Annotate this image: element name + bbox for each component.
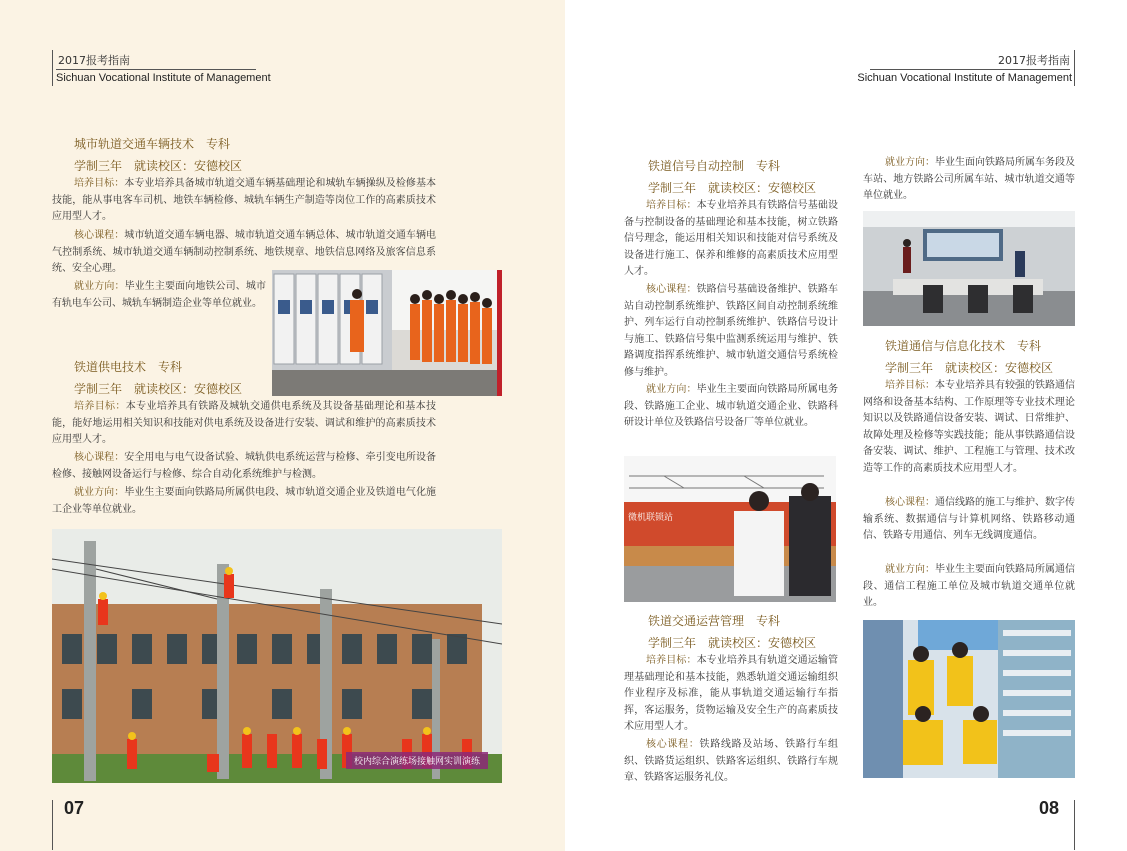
program-career [624,382,838,432]
switchgear-training-illustration [272,270,502,396]
career-label: 就业方向： [74,487,125,498]
program-career [52,485,436,518]
photo-caption: 校内综合演练场接触网实训演练 [346,752,488,769]
program-career-text: 毕业生主要面向铁路局所属通信段、通信工程施工单位及城市轨道交通单位就业。 [863,564,1075,608]
goal-label: 培养目标： [74,401,126,412]
catenary-training-photo [52,529,502,783]
goal-label: 培养目标： [646,200,697,211]
program-course-text: 铁路线路及站场、铁路行车组织、铁路货运组织、铁路客运组织、铁路行车规章、铁路客运服务礼仪。 [624,739,839,783]
header-subtitle: Sichuan Vocational Institute of Management [56,72,271,84]
program-goal [52,399,436,449]
header-title: 2017报考指南 [998,54,1070,67]
program-career-text: 毕业生主要面向铁路局所属供电段、城市轨道交通企业及铁道电气化施工企业等单位就业。 [52,487,437,515]
career-label: 就业方向： [646,384,697,395]
control-room-photo [863,211,1075,326]
course-label: 核心课程： [646,284,697,295]
career-label: 就业方向： [74,281,125,292]
right-page [565,0,1127,851]
program-career [863,562,1075,612]
course-label: 核心课程： [74,452,125,463]
course-label: 核心课程： [74,230,125,241]
program-goal [624,198,838,281]
program-goal-text: 本专业培养具备城市轨道交通车辆基础理论和城轨车辆操纵及检修基本技能，能从事电客车司机、地铁车辆检修、城轨车辆生产制造等岗位工作的高素质技术应用型人才。 [52,178,437,222]
page-number: 08 [1039,798,1060,818]
career-label: 就业方向： [885,157,935,168]
switchgear-training-photo [272,270,502,396]
program-course [624,282,838,381]
program-meta: 学制三年 就读校区：安德校区 [648,636,817,650]
program-meta: 学制三年 就读校区：安德校区 [74,382,243,396]
program-goal-text: 本专业培养具有铁路信号基础设备与控制设备的基础理论和基本技能，树立铁路信号理念，能运用相关知识和技能对信号系统及设备进行施工、保养和维修的高素质技术应用型人才。 [624,200,839,277]
header-rule [870,69,1070,70]
service-training-photo [863,620,1075,778]
goal-label: 培养目标： [646,655,697,666]
program-goal [52,176,436,226]
control-room-illustration [863,211,1075,326]
program-title: 铁道信号自动控制 专科 [648,159,781,173]
header-title: 2017报考指南 [58,54,130,67]
program-goal [863,378,1075,477]
program-title: 铁道供电技术 专科 [74,360,183,374]
goal-label: 培养目标： [885,380,935,391]
program-course [52,450,436,483]
signal-lab-photo [624,456,836,602]
program-goal [624,653,838,736]
header-rule-vertical [52,50,53,86]
program-career [863,155,1075,205]
footer-rule-vertical [1074,800,1075,850]
program-career-text: 毕业生主要面向铁路局所属电务段、铁路施工企业、城市轨道交通企业、铁路科研设计单位及铁路信号设备厂等单位就业。 [624,384,839,428]
page-number: 07 [64,798,85,818]
program-career-text: 毕业生面向铁路局所属车务段及车站、地方铁路公司所属车站、城市轨道交通等单位就业。 [863,157,1075,201]
goal-label: 培养目标： [74,178,125,189]
program-career-text: 毕业生主要面向地铁公司、城市有轨电车公司、城轨车辆制造企业等单位就业。 [52,281,267,309]
program-goal-text: 本专业培养具有铁路及城轨交通供电系统及其设备基础理论和基本技能，能好地运用相关知识和技能对供电系统及设备进行安装、调试和维护的高素质技术应用型人才。 [52,401,437,445]
program-title: 城市轨道交通车辆技术 专科 [74,137,231,151]
program-course-text: 安全用电与电气设备试验、城轨供电系统运营与检修、牵引变电所设备检修、接触网设备运行与检修、综合自动化系统维护与检测。 [52,452,437,480]
program-career [52,279,266,312]
course-label: 核心课程： [885,497,935,508]
service-training-illustration [863,620,1075,778]
program-meta: 学制三年 就读校区：安德校区 [648,181,817,195]
station-sign-text: 微机联锁站 [628,513,674,523]
header-rule [56,69,256,70]
program-course [863,495,1075,545]
program-title: 铁道通信与信息化技术 专科 [885,339,1042,353]
header-rule-vertical [1074,50,1075,86]
course-label: 核心课程： [646,739,700,750]
program-title: 铁道交通运营管理 专科 [648,614,781,628]
program-course [624,737,838,787]
signal-lab-illustration [624,456,836,602]
footer-rule-vertical [52,800,53,850]
program-course-text: 通信线路的施工与维护、数字传输系统、数据通信与计算机网络、铁路移动通信、铁路专用通信、列车无线调度通信。 [863,497,1075,541]
program-goal-text: 本专业培养具有轨道交通运输管理基础理论和基本技能，熟悉轨道交通运输组织作业程序及标准，能从事轨道交通运输行车指挥，客运服务，货物运输及安全生产的高素质技术应用型人才。 [624,655,839,732]
program-course-text: 城市轨道交通车辆电器、城市轨道交通车辆总体、城市轨道交通车辆电气控制系统、城市轨道交通车辆制动控制系统、地铁规章、地铁信息网络及旅客信息系统、安全心理。 [52,230,437,274]
catenary-training-illustration [52,529,502,783]
program-meta: 学制三年 就读校区：安德校区 [74,159,243,173]
career-label: 就业方向： [885,564,935,575]
program-goal-text: 本专业培养具有较强的铁路通信网络和设备基本结构、工作原理等专业技术理论知识以及铁路通信设备安装、调试、日常维护、故障处理及检修等实践技能；能从事铁路通信设备安装、调试、维护、工程施工与管理、技术改造等工作的高素质技术应用型人才。 [863,380,1075,474]
program-meta: 学制三年 就读校区：安德校区 [885,361,1054,375]
program-course-text: 铁路信号基础设备维护、铁路车站自动控制系统维护、铁路区间自动控制系统维护、列车运行自动控制系统维护、铁路信号设计与施工、铁路信号集中监测系统运用与维护、铁路调度指挥系统维护、城市轨道交通信号系统检修与维护。 [624,284,839,378]
header-subtitle: Sichuan Vocational Institute of Management [857,72,1072,84]
